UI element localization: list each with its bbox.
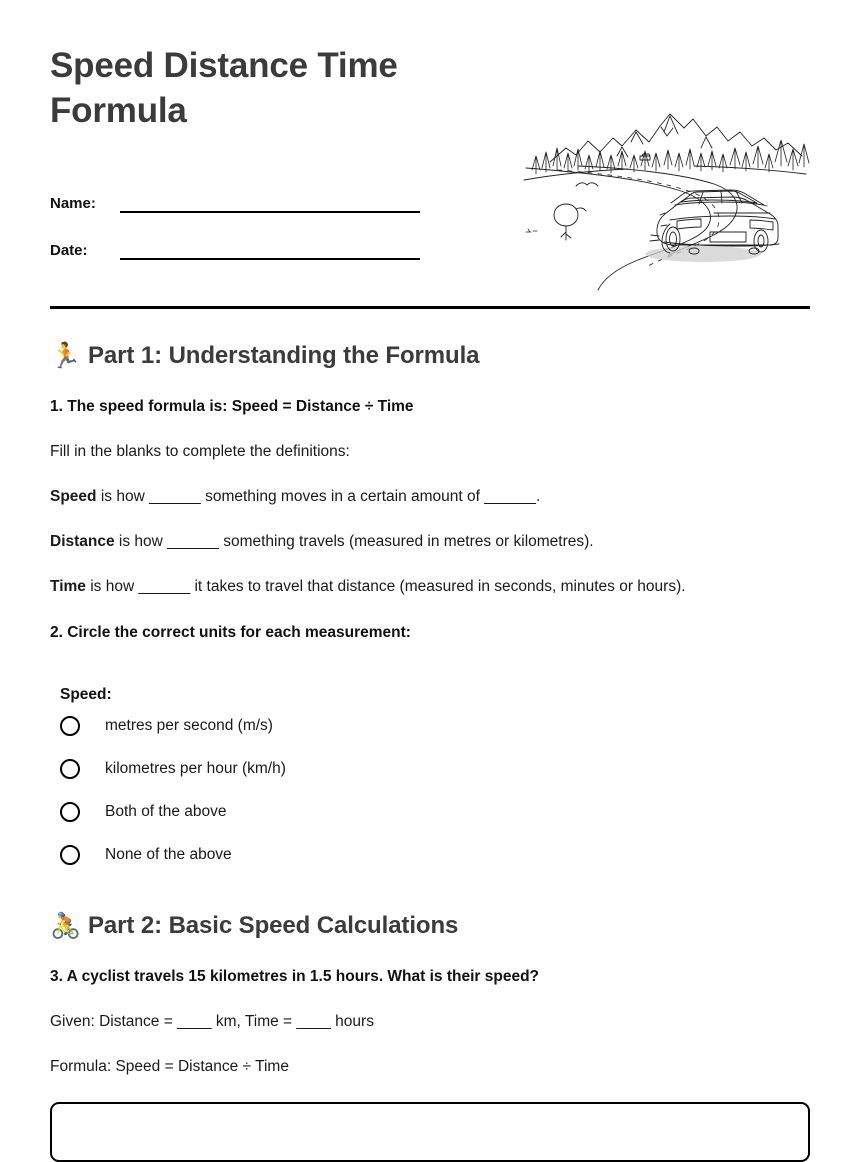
option-both-of-the-above[interactable]: [60, 790, 810, 833]
question-2: 2. Circle the correct units for each measurement:: [50, 624, 411, 641]
definition-speed-term: Speed: [50, 488, 97, 505]
option-metres-per-second[interactable]: [60, 704, 810, 747]
definition-speed-text: is how ______ something moves in a certain amount of ______.: [96, 488, 541, 505]
part1-title: Part 1: Understanding the Formula: [88, 342, 480, 369]
date-field-label: Date:: [50, 241, 88, 259]
runner-icon: 🏃: [50, 341, 82, 370]
car-on-mountain-road-illustration: [518, 108, 810, 294]
fill-blanks-instruction: Fill in the blanks to complete the definitions:: [50, 443, 350, 460]
question-3: 3. A cyclist travels 15 kilometres in 1.5 hours. What is their speed?: [50, 968, 540, 985]
radio-circle-icon[interactable]: [60, 716, 80, 736]
date-field-input[interactable]: [120, 258, 420, 260]
part1-heading: [50, 342, 810, 370]
name-field-label: Name:: [50, 194, 96, 212]
option-none-of-the-above[interactable]: [60, 833, 810, 876]
option-label: kilometres per hour (km/h): [105, 759, 286, 777]
option-label: metres per second (m/s): [105, 716, 273, 734]
part2-heading: [50, 912, 810, 940]
definition-distance-text: is how ______ something travels (measured in metres or kilometres).: [114, 533, 594, 550]
header-divider: [50, 306, 810, 309]
question-3-answer-box[interactable]: [50, 1102, 810, 1162]
definition-speed: [50, 488, 810, 506]
radio-circle-icon[interactable]: [60, 845, 80, 865]
option-label: Both of the above: [105, 802, 227, 820]
question-1: 1. The speed formula is: Speed = Distance ÷ Time: [50, 398, 414, 415]
definition-time-text: is how ______ it takes to travel that distance (measured in seconds, minutes or hours).: [85, 578, 686, 595]
header-zone: [50, 0, 810, 304]
cyclist-icon: 🚴: [50, 911, 82, 940]
option-kilometres-per-hour[interactable]: [60, 747, 810, 790]
speed-units-group-label: Speed:: [60, 686, 112, 703]
question-3-given: Given: Distance = ____ km, Time = ____ hours: [50, 1013, 374, 1030]
question-3-formula: Formula: Speed = Distance ÷ Time: [50, 1058, 289, 1075]
option-label: None of the above: [105, 845, 232, 863]
name-field-input[interactable]: [120, 211, 420, 213]
radio-circle-icon[interactable]: [60, 759, 80, 779]
page-title: Speed Distance Time Formula: [50, 46, 398, 130]
part2-title: Part 2: Basic Speed Calculations: [88, 912, 459, 939]
definition-time: [50, 578, 810, 596]
definition-distance: [50, 533, 810, 551]
radio-circle-icon[interactable]: [60, 802, 80, 822]
definition-distance-term: Distance: [50, 533, 115, 550]
definition-time-term: Time: [50, 578, 86, 595]
speed-units-group: [50, 686, 810, 876]
